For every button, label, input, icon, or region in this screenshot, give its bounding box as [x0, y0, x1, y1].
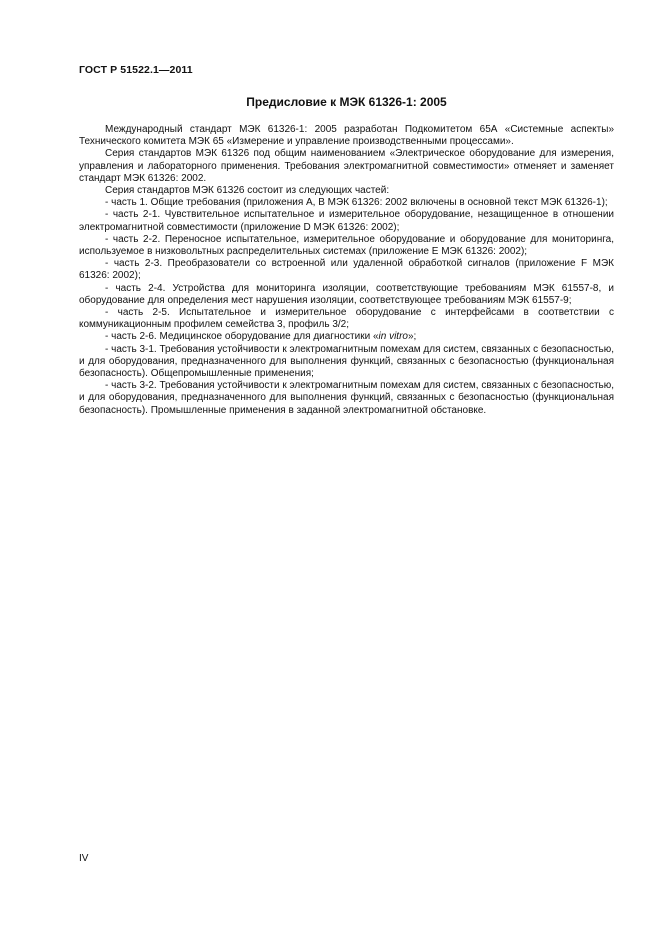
part-2-6-text-before: - часть 2-6. Медицинское оборудование для диагностики «	[105, 331, 379, 343]
part-2-6-text-after: »;	[407, 331, 417, 343]
document-header: ГОСТ Р 51522.1—2011	[79, 64, 193, 76]
list-item-part-3-1: - часть 3-1. Требования устойчивости к электромагнитным помехам для систем, связанных с безопасностью, и для оборудования, предназначенного для выполнения функций, связанных с безопасностью (функциональная безопасность). Общепромышленные применения;	[79, 343, 615, 380]
list-item-part-2-2: - часть 2-2. Переносное испытательное, измерительное оборудование и оборудование для мониторинга, используемое в низковольтных распределительных системах (приложение Е МЭК 61326: 2002);	[79, 233, 614, 258]
list-item-part-3-2: - часть 3-2. Требования устойчивости к электромагнитным помехам для систем, связанных с безопасностью, и для оборудования, предназначенного для выполнения функций, связанных с безопасностью (функциональная безопасность). Промышленные применения в заданной электромагнитной обстановке.	[79, 380, 615, 416]
paragraph-intro: Международный стандарт МЭК 61326-1: 2005 разработан Подкомитетом 65А «Системные аспекты» Технического комитета МЭК 65 «Измерение и управление производственными процессами».	[79, 124, 614, 148]
page-title: Предисловие к МЭК 61326-1: 2005	[246, 95, 447, 109]
list-item-part-2-5: - часть 2-5. Испытательное и измерительное оборудование с интерфейсами в соответствии с коммуникационным профилем семейства 3, профиль 3/2;	[79, 307, 614, 331]
paragraph-series: Серия стандартов МЭК 61326 под общим наименованием «Электрическое оборудование для измерения, управления и лабораторного применения. Требования электромагнитной совместимости» отменяет и заменяет стандарт МЭК 61326: 2002.	[79, 148, 614, 184]
paragraph-parts-intro: Серия стандартов МЭК 61326 состоит из следующих частей:	[105, 185, 390, 197]
list-item-part-1: - часть 1. Общие требования (приложения А, В МЭК 61326: 2002 включены в основной текст МЭК 61326-1);	[105, 197, 608, 209]
list-item-part-2-4: - часть 2-4. Устройства для мониторинга изоляции, соответствующие требованиям МЭК 61557-8, и оборудование для определения мест нарушения изоляции, соответствующее требованиям МЭК 61557-9;	[79, 282, 614, 306]
list-item-part-2-3: - часть 2-3. Преобразователи со встроенной или удаленной обработкой сигналов (приложение F МЭК 61326: 2002);	[79, 258, 614, 282]
body-text	[79, 124, 614, 417]
part-2-6-italic-term: in vitro	[378, 331, 408, 343]
list-item-part-2-6	[79, 331, 614, 343]
page-number: IV	[79, 853, 89, 864]
list-item-part-2-1: - часть 2-1. Чувствительное испытательное и измерительное оборудование, незащищенное в отношении электромагнитной совместимости (приложение D МЭК 61326: 2002);	[79, 209, 614, 233]
